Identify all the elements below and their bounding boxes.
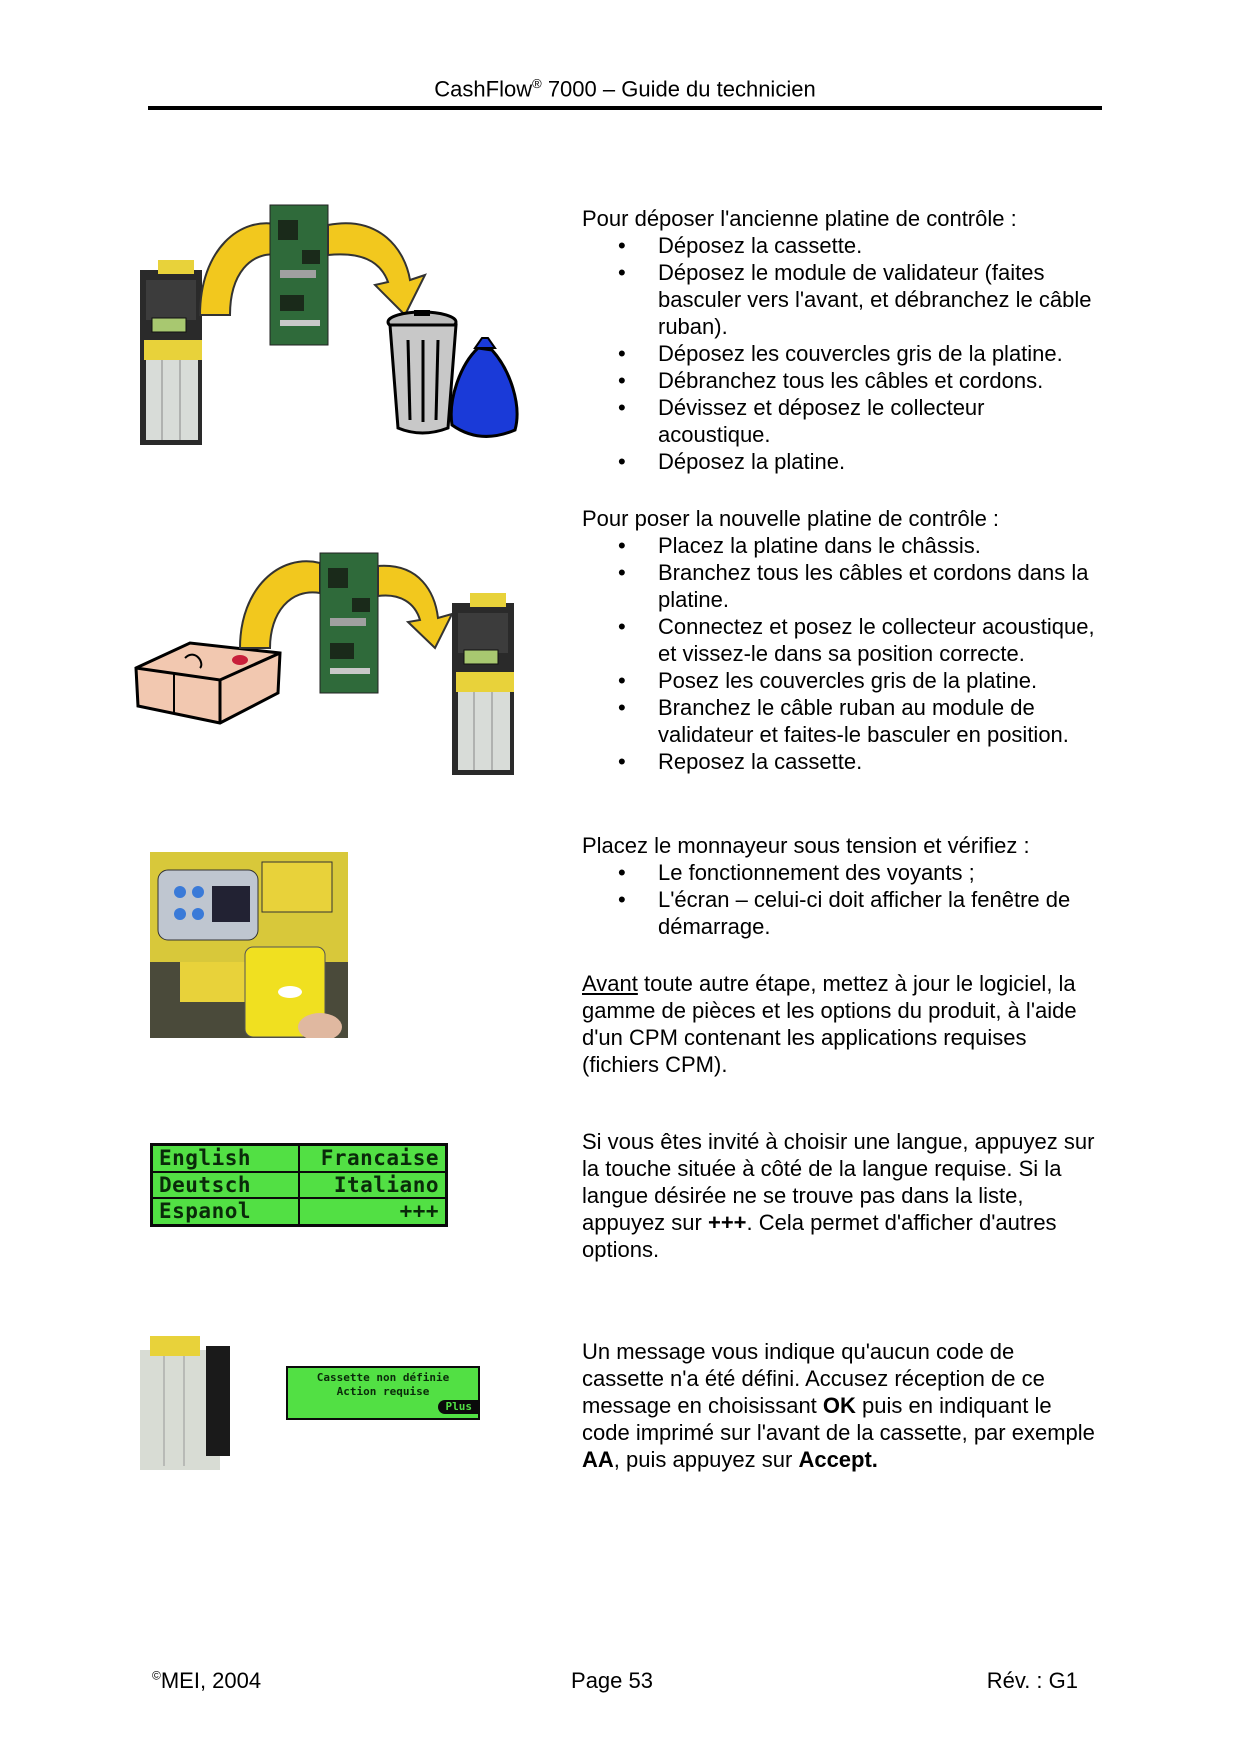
- lcd-line-cassette: Cassette non définie: [316, 1371, 450, 1384]
- list-item: • Le fonctionnement des voyants ;: [582, 859, 1102, 886]
- arrow-right-icon: [378, 566, 452, 648]
- header-brand: CashFlow: [434, 76, 533, 102]
- list-item: • L'écran – celui-ci doit afficher la fenêtre de démarrage.: [582, 886, 1102, 940]
- section-intro: Pour déposer l'ancienne platine de contrôle :: [582, 206, 1017, 231]
- footer-left-text: MEI, 2004: [160, 1668, 262, 1693]
- list-item: • Déposez la cassette.: [582, 232, 1102, 259]
- paragraph-text: , puis appuyez sur: [613, 1447, 799, 1472]
- section-intro: Placez le monnayeur sous tension et vérifiez :: [582, 833, 1030, 858]
- lcd-line-action: Action requise: [336, 1385, 430, 1398]
- lcd-option-francaise: Francaise: [300, 1146, 445, 1171]
- list-item: • Branchez le câble ruban au module de validateur et faites-le basculer en position.: [582, 694, 1102, 748]
- bullet-list: [582, 232, 1102, 475]
- list-item: • Déposez les couvercles gris de la platine.: [582, 340, 1102, 367]
- list-item: • Reposez la cassette.: [582, 748, 1102, 775]
- paragraph-text: Si vous êtes invité à choisir une langue, appuyez sur la touche située à côté de la langue requise. Si la langue désirée ne se trouve pas dans la liste, appuyez sur: [582, 1129, 1095, 1235]
- list-item: • Branchez tous les câbles et cordons dans la platine.: [582, 559, 1102, 613]
- circuit-board-image: [320, 553, 378, 693]
- header-title: 7000 – Guide du technicien: [541, 76, 816, 102]
- lcd-option-deutsch: Deutsch: [153, 1173, 298, 1198]
- lcd-option-italiano: Italiano: [300, 1173, 445, 1198]
- section-paragraph: [582, 970, 1102, 1078]
- footer-page-number: Page 53: [571, 1668, 653, 1693]
- list-item: • Dévissez et déposez le collecteur acoustique.: [582, 394, 1102, 448]
- list-item: • Débranchez tous les câbles et cordons.: [582, 367, 1102, 394]
- bold-term: OK: [822, 1393, 856, 1418]
- coin-mechanism-image: [452, 593, 514, 775]
- language-selection-display: [150, 1143, 448, 1227]
- bold-term: Accept.: [798, 1447, 878, 1472]
- software-update-section: [582, 970, 1102, 1078]
- arrow-right-icon: [328, 223, 425, 315]
- list-item: • Déposez la platine.: [582, 448, 1102, 475]
- bold-term: +++: [707, 1210, 747, 1235]
- install-board-section: [582, 505, 1102, 775]
- language-section: [582, 1128, 1102, 1263]
- install-board-illustration: [130, 548, 550, 778]
- list-item: • Posez les couvercles gris de la platine.: [582, 667, 1102, 694]
- paragraph-text: puis en indiquant le code imprimé sur l'avant de la cassette, par exemple: [582, 1393, 1095, 1445]
- lcd-option-english: English: [153, 1146, 298, 1171]
- cassette-message-display: [286, 1366, 480, 1420]
- bullet-list: [582, 532, 1102, 775]
- footer-revision: Rév. : G1: [986, 1668, 1078, 1693]
- list-item: • Placez la platine dans le châssis.: [582, 532, 1102, 559]
- underlined-word: Avant: [582, 971, 638, 996]
- page-header: [148, 76, 1102, 102]
- header-rule: [148, 106, 1102, 110]
- trash-bag-icon: [451, 338, 517, 436]
- trash-can-icon: [388, 310, 456, 433]
- section-paragraph: [582, 1338, 1102, 1473]
- lcd-option-more: +++: [300, 1199, 445, 1224]
- bullet-list: [582, 859, 1102, 940]
- section-intro: Pour poser la nouvelle platine de contrôle :: [582, 506, 1000, 531]
- paragraph-text: Un message vous indique qu'aucun code de cassette n'a été défini. Accusez réception de ce message en choisissant: [582, 1339, 1045, 1418]
- list-item: • Connectez et posez le collecteur acoustique, et vissez-le dans sa position correcte.: [582, 613, 1102, 667]
- lcd-plus-button: Plus: [438, 1400, 481, 1414]
- cassette-code-section: [582, 1338, 1102, 1473]
- bold-term: AA: [582, 1447, 614, 1472]
- cassette-image: [136, 1336, 236, 1476]
- lcd-option-espanol: Espanol: [153, 1199, 298, 1224]
- remove-board-section: [582, 205, 1102, 475]
- cpm-connection-photo: [150, 852, 348, 1038]
- remove-board-illustration: [130, 200, 550, 460]
- section-paragraph: [582, 1128, 1102, 1263]
- list-item: • Déposez le module de validateur (faites basculer vers l'avant, et débranchez le câble ruban).: [582, 259, 1102, 340]
- paragraph-text: toute autre étape, mettez à jour le logiciel, la gamme de pièces et les options du produit, à l'aide d'un CPM contenant les applications requises (fichiers CPM).: [582, 971, 1077, 1077]
- circuit-board-image: [270, 205, 328, 345]
- registered-mark: ®: [532, 76, 542, 91]
- coin-mechanism-image: [140, 260, 202, 445]
- package-box-icon: [136, 643, 280, 723]
- power-on-section: [582, 832, 1102, 940]
- copyright-mark: ©: [152, 1668, 161, 1683]
- paragraph-text: . Cela permet d'afficher d'autres options.: [582, 1210, 1057, 1262]
- arrow-left-icon: [240, 561, 320, 648]
- arrow-left-icon: [200, 223, 280, 315]
